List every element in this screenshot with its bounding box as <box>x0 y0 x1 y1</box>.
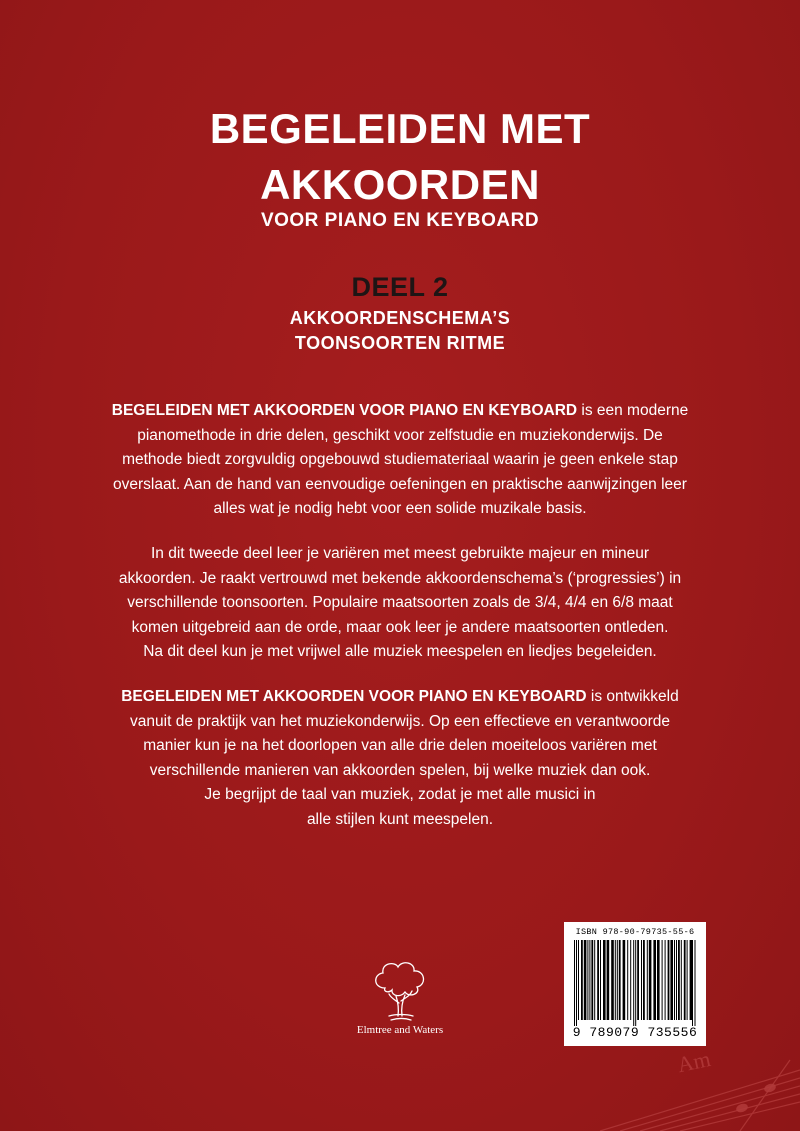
barcode-bar <box>684 940 686 1020</box>
barcode-bar <box>681 940 682 1020</box>
note-head-icon <box>735 1102 749 1114</box>
isbn-barcode <box>564 922 706 1046</box>
paragraph-text: is een moderne <box>577 402 689 419</box>
paragraph-line <box>90 685 710 710</box>
barcode-bar <box>635 940 636 1026</box>
barcode-bar <box>581 940 583 1020</box>
topic-line-2: TOONSOORTEN RITME <box>294 333 506 353</box>
barcode-bar <box>657 940 660 1020</box>
barcode-bar <box>643 940 645 1020</box>
barcode-bar <box>584 940 587 1020</box>
chord-label: Am <box>675 1045 713 1078</box>
paragraph-line: alles wat je nodig hebt voor een solide muzikale basis. <box>213 500 587 517</box>
barcode-bar <box>687 940 688 1020</box>
paragraph-line: pianomethode in drie delen, geschikt voor zelfstudie en muziekonderwijs. De <box>137 426 663 444</box>
barcode-bar <box>690 940 693 1020</box>
paragraph-line: komen uitgebreid aan de orde, maar ook leer je andere maatsoorten ontleden. <box>131 618 669 636</box>
barcode-bar <box>587 940 588 1020</box>
paragraph-line: alle stijlen kunt meespelen. <box>306 810 494 828</box>
paragraph-line: vanuit de praktijk van het muziekonderwijs. Op een effectieve en verantwoorde <box>130 712 670 730</box>
barcode-bar <box>695 940 696 1026</box>
barcode-bar <box>627 940 628 1020</box>
barcode-bar <box>594 940 595 1020</box>
barcode-bar <box>600 940 601 1020</box>
paragraph-line: verschillende manieren van akkoorden spelen, bij welke muziek dan ook. <box>149 761 651 779</box>
barcode-bar <box>597 940 599 1020</box>
barcode-bar <box>676 940 677 1020</box>
barcode-bar <box>591 940 593 1020</box>
barcode-bar <box>665 940 666 1020</box>
description-paragraph-1 <box>90 399 710 522</box>
ean-number: 9 789079 735556 <box>572 1025 698 1040</box>
barcode-bar <box>668 940 670 1020</box>
paragraph-line: akkoorden. Je raakt vertrouwd met bekende akkoordenschema’s (‘progressies’) in <box>118 569 682 587</box>
subtitle: VOOR PIANO EN KEYBOARD <box>260 210 540 231</box>
paragraph-line: In dit tweede deel leer je variëren met meest gebruikte majeur en mineur <box>151 545 649 562</box>
barcode-bar <box>576 940 577 1026</box>
tree-icon <box>365 958 435 1022</box>
barcode-bar <box>670 940 673 1020</box>
barcode-bar <box>615 940 616 1020</box>
barcode-bar <box>607 940 610 1020</box>
barcode-bar <box>633 940 634 1026</box>
paragraph-line: methode biedt zorgvuldig opgebouwd studiemateriaal waarin je geen enkele stap <box>122 451 678 468</box>
description-paragraph-2 <box>90 542 710 665</box>
barcode-bar <box>674 940 675 1020</box>
barcode-bar <box>589 940 590 1020</box>
barcode-bars <box>572 940 698 1026</box>
paragraph-line: verschillende toonsoorten. Populaire maatsoorten zoals de 3/4, 4/4 en 6/8 maat <box>127 594 673 611</box>
barcode-bar <box>692 940 693 1026</box>
barcode-bar <box>678 940 680 1020</box>
barcode-bar <box>647 940 648 1020</box>
paragraph-line: Je begrijpt de taal van muziek, zodat je met alle musici in <box>204 786 596 803</box>
barcode-bar <box>617 940 618 1020</box>
barcode-bar <box>630 940 631 1020</box>
barcode-bar <box>623 940 626 1020</box>
barcode-bar <box>641 940 642 1020</box>
barcode-bar <box>611 940 614 1020</box>
book-title-bold: BEGELEIDEN MET AKKOORDEN VOOR PIANO EN KEYBOARD <box>111 402 578 419</box>
barcode-bar <box>578 940 579 1020</box>
barcode-bar <box>637 940 639 1020</box>
topic-line-1: AKKOORDENSCHEMA’S <box>289 308 511 328</box>
title-line-1: BEGELEIDEN MET <box>209 105 591 152</box>
paragraph-line <box>90 399 710 424</box>
publisher-name: Elmtree and Waters <box>356 1024 444 1036</box>
barcode-bar <box>662 940 663 1020</box>
part-label: DEEL 2 <box>351 272 449 302</box>
note-head-icon <box>763 1082 777 1094</box>
title-line-2: AKKOORDEN <box>260 161 540 208</box>
barcode-bar <box>649 940 652 1020</box>
barcode-bar <box>574 940 575 1026</box>
barcode-bar <box>653 940 656 1020</box>
barcode-bar <box>603 940 606 1020</box>
description-paragraph-3 <box>90 685 710 832</box>
paragraph-line: overslaat. Aan de hand van eenvoudige oefeningen en praktische aanwijzingen leer <box>113 475 687 493</box>
book-title-bold: BEGELEIDEN MET AKKOORDEN VOOR PIANO EN KEYBOARD <box>121 688 587 705</box>
paragraph-text: is ontwikkeld <box>586 688 679 705</box>
paragraph-line: Na dit deel kun je met vrijwel alle muziek meespelen en liedjes begeleiden. <box>143 643 657 660</box>
barcode-bar <box>619 940 621 1020</box>
publisher-logo <box>330 958 470 1048</box>
paragraph-line: manier kun je na het doorlopen van alle drie delen moeiteloos variëren met <box>143 737 657 754</box>
isbn-label: ISBN 978-90-79735-55-6 <box>575 927 695 937</box>
